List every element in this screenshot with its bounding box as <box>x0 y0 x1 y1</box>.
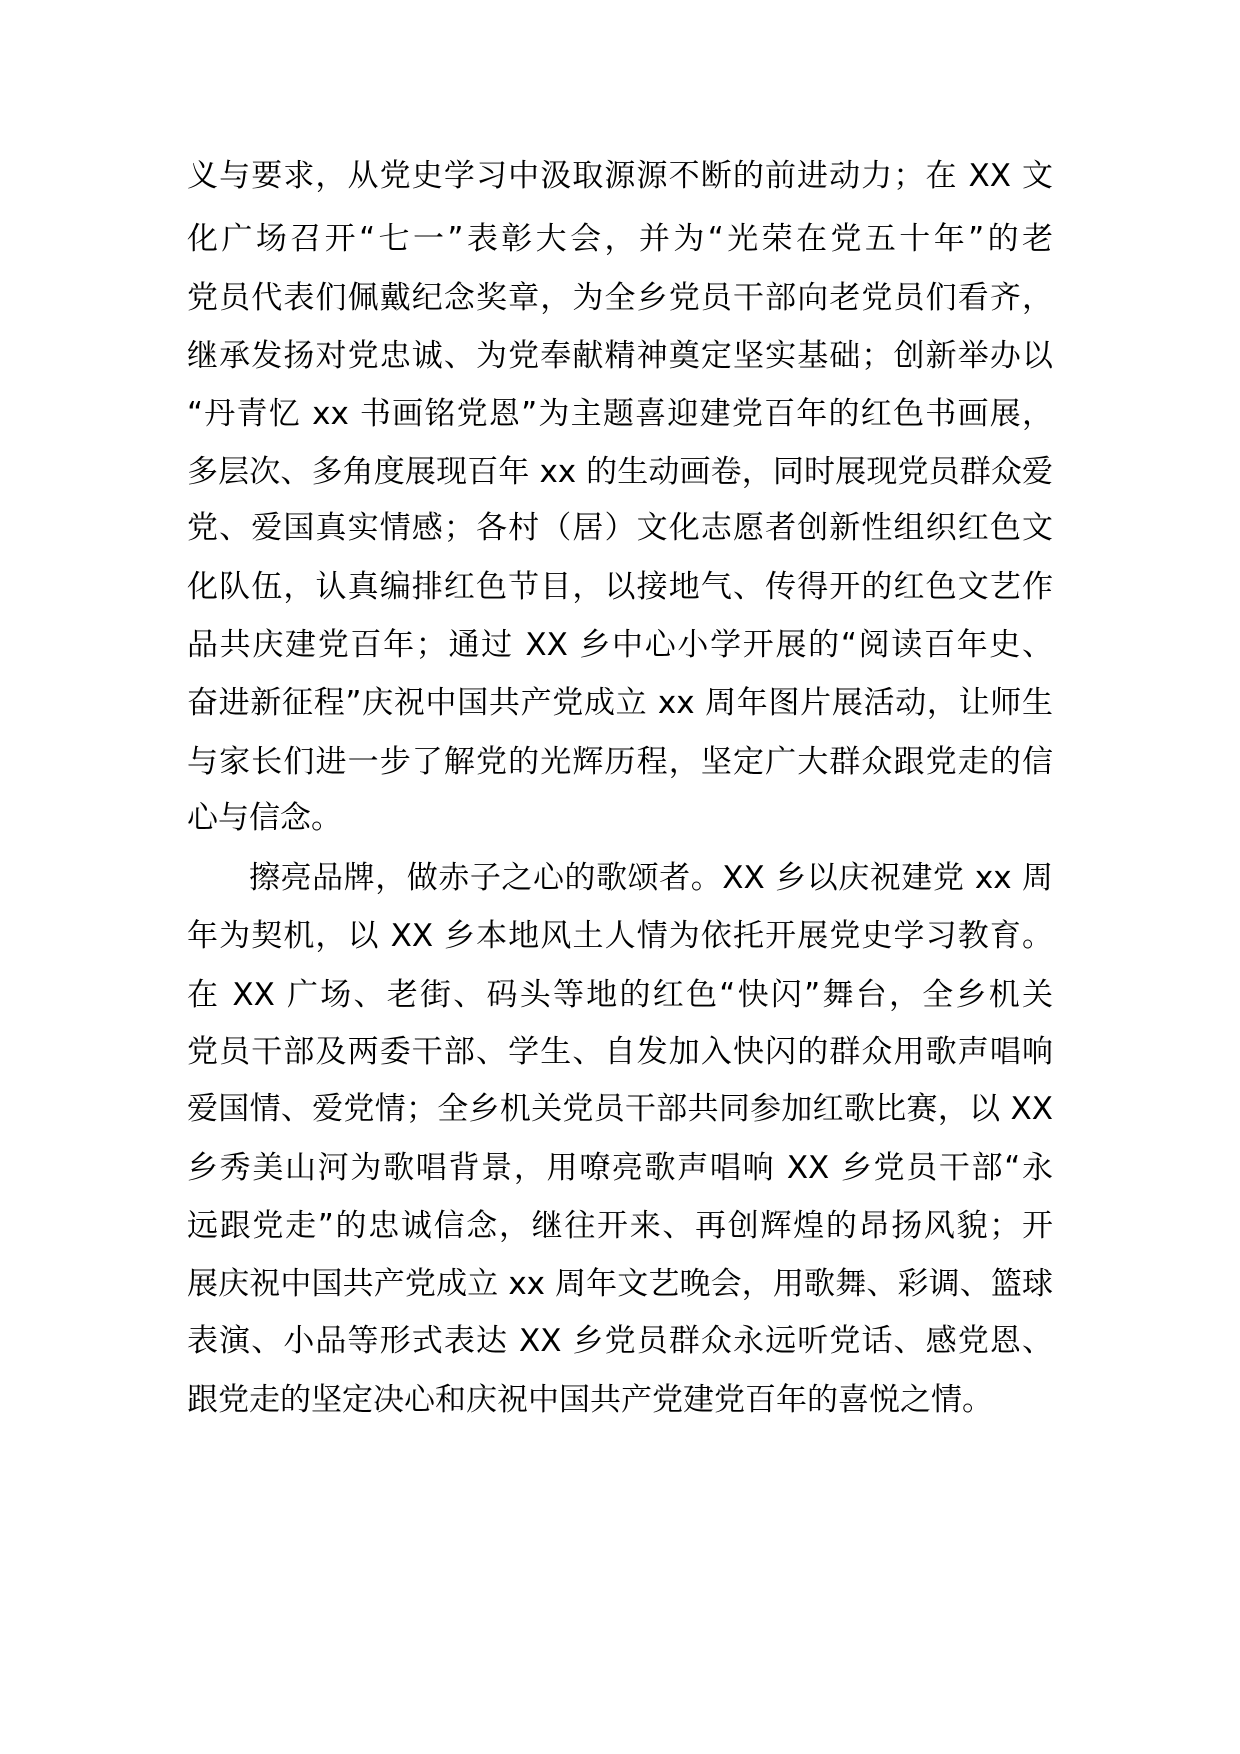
text-line: 在 XX 广场、老街、码头等地的红色“快闪”舞台，全乡机关 <box>187 977 1053 1013</box>
text-line: 品共庆建党百年；通过 XX 乡中心小学开展的“阅读百年史、 <box>187 627 1053 663</box>
text-line: 与家长们进一步了解党的光辉历程，坚定广大群众跟党走的信 <box>187 744 1053 780</box>
text-line: 义与要求，从党史学习中汲取源源不断的前进动力；在 XX 文 <box>187 158 1053 194</box>
text-line: 心与信念。 <box>187 800 342 836</box>
text-line: 化广场召开“七一”表彰大会，并为“光荣在党五十年”的老 <box>187 221 1053 257</box>
text-line: “丹青忆 xx 书画铭党恩”为主题喜迎建党百年的红色书画展， <box>187 396 1053 432</box>
text-line: 多层次、多角度展现百年 xx 的生动画卷，同时展现党员群众爱 <box>187 454 1053 490</box>
text-line: 年为契机，以 XX 乡本地风土人情为依托开展党史学习教育。 <box>187 918 1053 954</box>
text-line: 党员干部及两委干部、学生、自发加入快闪的群众用歌声唱响 <box>187 1034 1053 1070</box>
text-line: 表演、小品等形式表达 XX 乡党员群众永远听党话、感党恩、 <box>187 1323 1053 1359</box>
text-line: 乡秀美山河为歌唱背景，用嘹亮歌声唱响 XX 乡党员干部“永 <box>187 1150 1053 1186</box>
text-line: 党、爱国真实情感；各村（居）文化志愿者创新性组织红色文 <box>187 510 1053 546</box>
text-line: 继承发扬对党忠诚、为党奉献精神奠定坚实基础；创新举办以 <box>187 338 1053 374</box>
text-line: 奋进新征程”庆祝中国共产党成立 xx 周年图片展活动，让师生 <box>187 685 1053 721</box>
text-line: 远跟党走”的忠诚信念，继往开来、再创辉煌的昂扬风貌；开 <box>187 1208 1053 1244</box>
text-line: 党员代表们佩戴纪念奖章，为全乡党员干部向老党员们看齐， <box>187 280 1053 316</box>
text-line: 化队伍，认真编排红色节目，以接地气、传得开的红色文艺作 <box>187 569 1053 605</box>
text-line: 跟党走的坚定决心和庆祝中国共产党建党百年的喜悦之情。 <box>187 1382 993 1418</box>
text-line: 爱国情、爱党情；全乡机关党员干部共同参加红歌比赛，以 XX <box>187 1091 1053 1127</box>
text-line: 擦亮品牌，做赤子之心的歌颂者。XX 乡以庆祝建党 xx 周 <box>249 860 1053 896</box>
text-line: 展庆祝中国共产党成立 xx 周年文艺晚会，用歌舞、彩调、篮球 <box>187 1266 1053 1302</box>
